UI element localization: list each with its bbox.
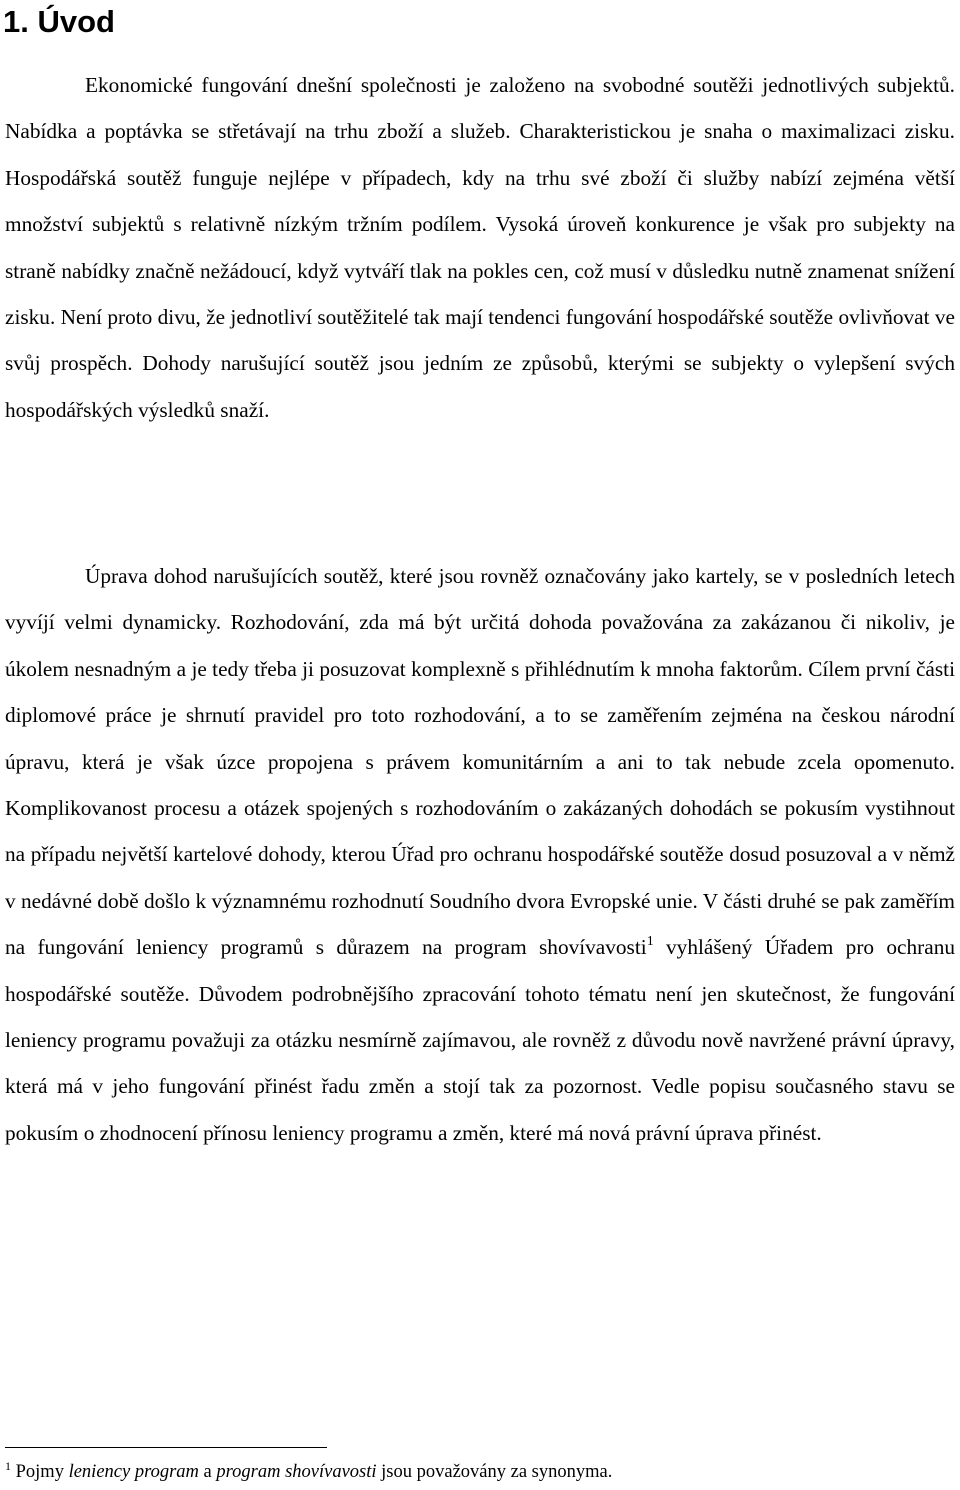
footnote-text: Pojmy — [11, 1462, 69, 1482]
chapter-heading: 1. Úvod — [3, 4, 115, 39]
footnote-term-leniency: leniency program — [68, 1462, 199, 1482]
footnote-reference[interactable]: 1 — [646, 934, 654, 950]
footnote-text: a — [198, 1462, 217, 1482]
footnote — [5, 1459, 612, 1485]
paragraph-aims — [5, 553, 955, 1156]
footnote-separator — [5, 1447, 327, 1448]
paragraph-intro: Ekonomické fungování dnešní společnosti je založeno na svobodné soutěži jednotlivých subjektů. Nabídka a poptávka se střetávají na trhu zboží a služeb. Charakteristickou je snaha o maximalizaci zisku. Hospodářská soutěž funguje nejlépe v případech, kdy na trhu své zboží či služby nabízí zejména větší množství subjektů s relativně nízkým tržním podílem. Vysoká úroveň konkurence je však pro subjekty na straně nabídky značně nežádoucí, když vytváří tlak na pokles cen, což musí v důsledku nutně znamenat snížení zisku. Není proto divu, že jednotliví soutěžitelé tak mají tendenci fungování hospodářské soutěže ovlivňovat ve svůj prospěch. Dohody narušující soutěž jsou jedním ze způsobů, kterými se subjekty o vylepšení svých hospodářských výsledků snaží. — [5, 73, 955, 422]
paragraph-aims-text-after-ref: vyhlášený Úřadem pro ochranu hospodářské soutěže. Důvodem podrobnějšího zpracování tohoto tématu není jen skutečnost, že fungování leniency programu považuji za otázku nesmírně zajímavou, ale rovněž z důvodu nově navržené právní úpravy, která má v jeho fungování přinést řadu změn a stojí tak za pozornost. Vedle popisu současného stavu se pokusím o zhodnocení přínosu leniency programu a změn, které má nová právní úprava přinést. — [5, 935, 955, 1145]
footnote-term-program: program shovívavosti — [216, 1462, 377, 1482]
footnote-number: 1 — [5, 1459, 11, 1473]
footnote-text: jsou považovány za synonyma. — [376, 1462, 613, 1482]
paragraph-aims-text-before-ref: Úprava dohod narušujících soutěž, které jsou rovněž označovány jako kartely, se v posledních letech vyvíjí velmi dynamicky. Rozhodování, zda má být určitá dohoda považována za zakázanou či nikoliv, je úkolem nesnadným a je tedy třeba ji posuzovat komplexně s přihlédnutím k mnoha faktorům. Cílem první části diplomové práce je shrnutí pravidel pro toto rozhodování, a to se zaměřením zejména na českou národní úpravu, která je však úzce propojena s právem komunitárním a ani to tak nebude zcela opomenuto. Komplikovanost procesu a otázek spojených s rozhodováním o zakázaných dohodách se pokusím vystihnout na případu největší kartelové dohody, kterou Úřad pro ochranu hospodářské soutěže dosud posuzoval a v němž v nedávné době došlo k významnému rozhodnutí Soudního dvora Evropské unie. V části druhé se pak zaměřím na fungování leniency programů s důrazem na program shovívavosti — [5, 564, 955, 960]
